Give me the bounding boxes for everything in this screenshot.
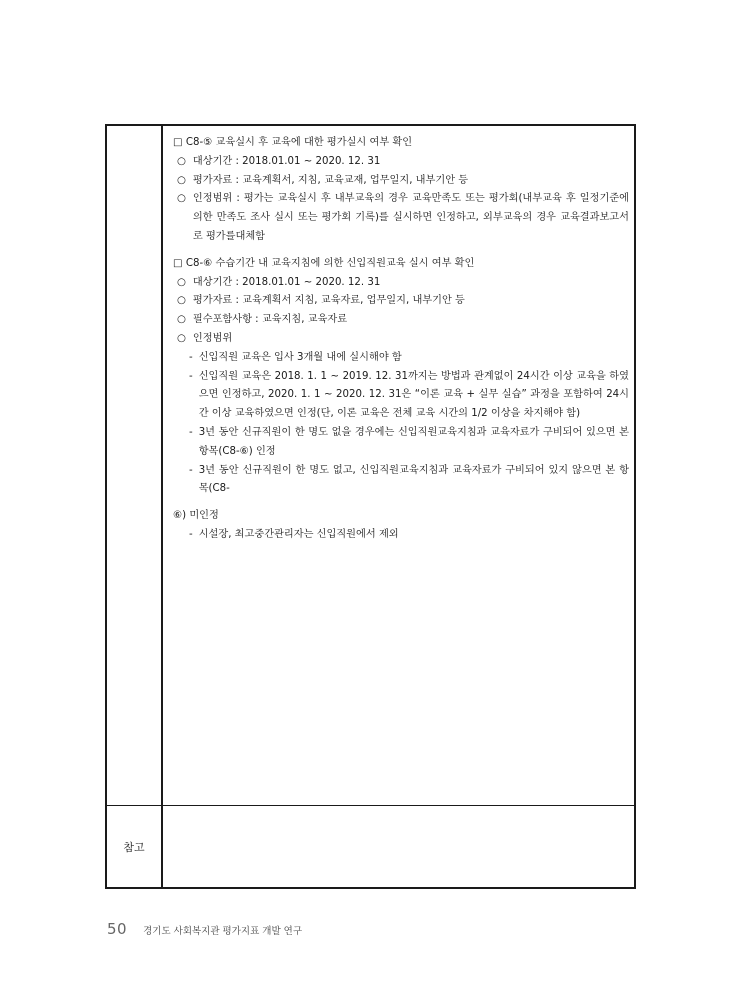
dash-bullet: -: [189, 426, 193, 438]
reference-label: 참고: [123, 840, 145, 854]
dash-bullet: -: [189, 528, 193, 540]
list-item-text: 인정범위 : 평가는 교육실시 후 내부교육의 경우 교육만족도 또는 평가회(내부교육 후 일정기준에 의한 만족도 조사 실시 또는 평가회 기록)를 실시하면 인정하고, 외부교육의 경우 교육결과보고서로 평가를대체함: [192, 193, 629, 242]
list-item: [173, 292, 629, 311]
list-item: [173, 274, 629, 293]
list-item: [173, 190, 629, 246]
c8-6-heading: □ C8-⑥ 수습기간 내 교육지침에 의한 신입직원교육 실시 여부 확인: [173, 257, 475, 269]
list-item: [173, 153, 629, 172]
sub-list-item: [173, 349, 629, 368]
dash-bullet: -: [189, 464, 193, 476]
sub-list-item: [173, 462, 629, 500]
list-item-text: 필수포함사항 : 교육지침, 교육자료: [192, 314, 348, 326]
page-number: 50: [107, 920, 128, 938]
circle-bullet: ○: [177, 276, 186, 288]
dash-bullet: -: [189, 370, 193, 382]
sub-list-item: [173, 368, 629, 424]
circle-bullet: ○: [177, 332, 186, 344]
list-item: [173, 311, 629, 330]
sub-list-item-text: 신입직원 교육은 입사 3개월 내에 실시해야 함: [198, 351, 402, 363]
content-row: [107, 126, 634, 806]
row-label-cell: [107, 126, 163, 805]
circle-bullet: ○: [177, 193, 186, 205]
list-item: [173, 330, 629, 349]
page-footer: [107, 920, 302, 940]
list-item-text: 평가자료 : 교육계획서, 지침, 교육교재, 업무일지, 내부기안 등: [192, 174, 469, 186]
c8-5-heading: □ C8-⑤ 교육실시 후 교육에 대한 평가실시 여부 확인: [173, 137, 413, 148]
sub-list-item-text: 신입직원 교육은 2018. 1. 1 ~ 2019. 12. 31까지는 방법과 관계없이 24시간 이상 교육을 하였으면 인정하고, 2020. 1. 1 ~ 2020. 12. 31은 “이론 교육 + 실무 실습” 과정을 포함하여 24시간 이상 교육하였으면 인정(단, 이론 교육은 전체 교육 시간의 1/2 이상을 차지해야 함): [198, 370, 629, 420]
circle-bullet: ○: [177, 295, 186, 307]
list-item-text: 대상기간 : 2018.01.01 ~ 2020. 12. 31: [192, 276, 381, 288]
reference-row: [107, 806, 634, 887]
circle-bullet: ○: [177, 314, 186, 326]
sub-list-item: [173, 424, 629, 462]
criteria-content: [173, 134, 629, 545]
list-item-text: 인정범위: [192, 332, 233, 344]
reference-label-cell: [107, 806, 163, 887]
list-item: [173, 172, 629, 191]
document-title: 경기도 사회복지관 평가지표 개발 연구: [143, 926, 303, 937]
circle-bullet: ○: [177, 174, 186, 186]
sub-list-item-text: 3년 동안 신규직원이 한 명도 없을 경우에는 신입직원교육지침과 교육자료가 구비되어 있으면 본 항목(C8-⑥) 인정: [198, 426, 629, 457]
sub-list-item-text: 시설장, 최고중간관리자는 신입직원에서 제외: [198, 528, 399, 540]
criteria-table: [105, 124, 636, 889]
sub-list-item: [173, 526, 629, 545]
dash-bullet: -: [189, 351, 193, 363]
circle-bullet: ○: [177, 155, 186, 167]
list-item-text: 대상기간 : 2018.01.01 ~ 2020. 12. 31: [192, 155, 381, 167]
c8-6-not-recognized-heading: ⑥) 미인정: [173, 510, 219, 522]
list-item-text: 평가자료 : 교육계획서 지침, 교육자료, 업무일지, 내부기안 등: [192, 295, 465, 307]
sub-list-item-text: 3년 동안 신규직원이 한 명도 없고, 신입직원교육지침과 교육자료가 구비되어 있지 않으면 본 항목(C8-: [198, 464, 629, 495]
